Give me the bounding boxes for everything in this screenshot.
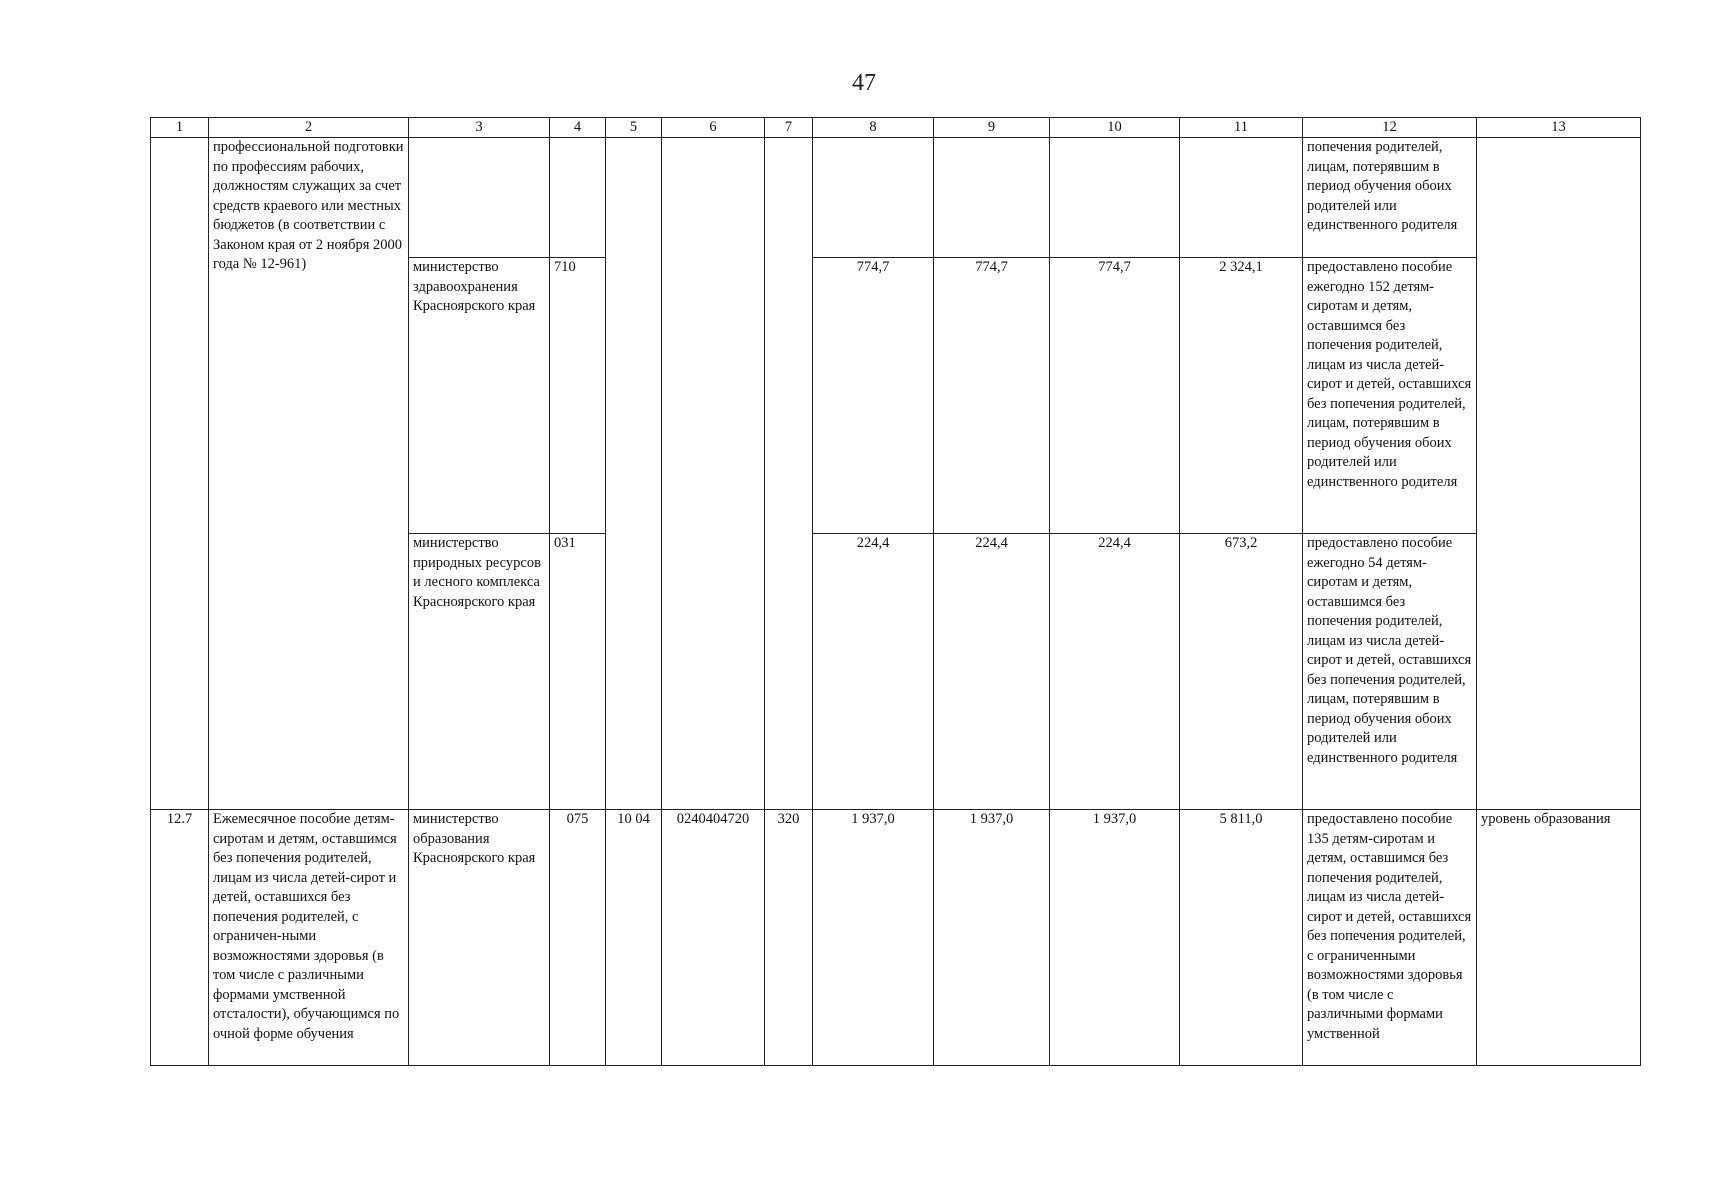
column-header: 2: [209, 118, 409, 138]
column-header: 5: [606, 118, 662, 138]
expense-type-cell: 320: [765, 810, 813, 1066]
item-number-cell: [151, 138, 209, 810]
result-cell: предоставлено пособие ежегодно 54 детям-сиротам и детям, оставшимся без попечения родителей, лицам из числа детей-сирот и детей, оставшихся без попечения родителей, лицам, потерявшим в период обучения обоих родителей или единственного родителя: [1303, 534, 1477, 810]
value-cell: 1 937,0: [934, 810, 1050, 1066]
column-header: 8: [813, 118, 934, 138]
section-cell: 10 04: [606, 810, 662, 1066]
value-cell: 774,7: [1050, 258, 1180, 534]
value-cell: 224,4: [813, 534, 934, 810]
column-header: 10: [1050, 118, 1180, 138]
value-cell: 774,7: [934, 258, 1050, 534]
value-cell: 673,2: [1180, 534, 1303, 810]
value-cell: 774,7: [813, 258, 934, 534]
column-header: 3: [409, 118, 550, 138]
ministry-cell: министерство здравоохранения Красноярского края: [409, 258, 550, 534]
column-header: 13: [1477, 118, 1641, 138]
item-description-cell: профессиональной подготовки по профессиям рабочих, должностям служащих за счет средств краевого или местных бюджетов (в соответствии с Законом края от 2 ноября 2000 года № 12-961): [209, 138, 409, 810]
code-cell: 031: [550, 534, 606, 810]
value-cell: 5 811,0: [1180, 810, 1303, 1066]
indicator-cell: [1477, 138, 1641, 810]
column-header: 12: [1303, 118, 1477, 138]
value-cell: 224,4: [934, 534, 1050, 810]
column-header: 6: [662, 118, 765, 138]
ministry-cell: министерство природных ресурсов и лесного комплекса Красноярского края: [409, 534, 550, 810]
result-cell: предоставлено пособие 135 детям-сиротам и детям, оставшимся без попечения родителей, лицам из числа детей-сирот и детей, оставшихся без попечения родителей, с ограниченными возможностями здоровья (в том числе с различными формами умственной: [1303, 810, 1477, 1066]
value-cell: 224,4: [1050, 534, 1180, 810]
ministry-cell: [409, 138, 550, 258]
column-header: 1: [151, 118, 209, 138]
item-description-cell: Ежемесячное пособие детям-сиротам и детям, оставшимся без попечения родителей, лицам из числа детей-сирот и детей, оставшихся без попечения родителей, с ограничен-ными возможностями здоровья (в том числе с различными формами умственной отсталости), обучающимся по очной форме обучения: [209, 810, 409, 1066]
table-row: [151, 810, 1641, 1066]
value-cell: 2 324,1: [1180, 258, 1303, 534]
column-header: 11: [1180, 118, 1303, 138]
section-cell: [606, 138, 662, 810]
target-code-cell: 0240404720: [662, 810, 765, 1066]
value-cell: [934, 138, 1050, 258]
column-header: 9: [934, 118, 1050, 138]
value-cell: [1180, 138, 1303, 258]
value-cell: 1 937,0: [1050, 810, 1180, 1066]
code-cell: [550, 138, 606, 258]
ministry-cell: министерство образования Красноярского края: [409, 810, 550, 1066]
value-cell: [813, 138, 934, 258]
page-number: 47: [852, 70, 876, 96]
value-cell: 1 937,0: [813, 810, 934, 1066]
code-cell: 710: [550, 258, 606, 534]
expense-type-cell: [765, 138, 813, 810]
result-cell: предоставлено пособие ежегодно 152 детям-сиротам и детям, оставшимся без попечения родителей, лицам из числа детей-сирот и детей, оставшихся без попечения родителей, лицам, потерявшим в период обучения обоих родителей или единственного родителя: [1303, 258, 1477, 534]
item-number-cell: 12.7: [151, 810, 209, 1066]
table-row: [151, 138, 1641, 258]
target-code-cell: [662, 138, 765, 810]
budget-table: [150, 117, 1641, 1066]
column-header: 7: [765, 118, 813, 138]
column-number-row: [151, 118, 1641, 138]
indicator-cell: уровень образования: [1477, 810, 1641, 1066]
value-cell: [1050, 138, 1180, 258]
result-cell: попечения родителей, лицам, потерявшим в период обучения обоих родителей или единственного родителя: [1303, 138, 1477, 258]
column-header: 4: [550, 118, 606, 138]
code-cell: 075: [550, 810, 606, 1066]
